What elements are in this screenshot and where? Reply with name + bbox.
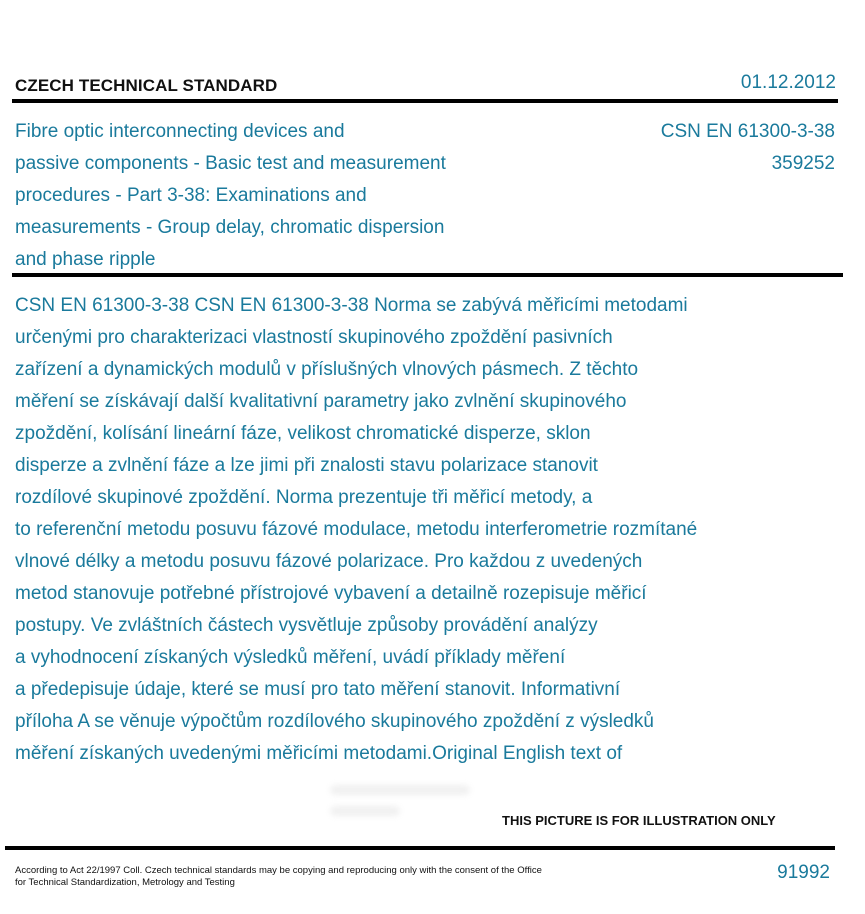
title-divider xyxy=(12,273,843,277)
title-line: procedures - Part 3-38: Examinations and xyxy=(15,185,367,206)
title-line: measurements - Group delay, chromatic dispersion xyxy=(15,217,445,238)
title-line: Fibre optic interconnecting devices and xyxy=(15,121,345,142)
document-type-heading: CZECH TECHNICAL STANDARD xyxy=(15,76,278,95)
abstract-line: určenými pro charakterizaci vlastností skupinového zpoždění pasivních xyxy=(15,327,613,348)
standard-number: CSN EN 61300-3-38 xyxy=(660,121,835,142)
abstract-line: disperze a zvlnění fáze a lze jimi při znalosti stavu polarizace stanovit xyxy=(15,455,598,476)
copyright-line: for Technical Standardization, Metrology and Testing xyxy=(15,877,235,888)
abstract-line: postupy. Ve zvláštních částech vysvětluje způsoby provádění analýzy xyxy=(15,615,598,636)
blurred-text xyxy=(330,785,470,795)
title-line: and phase ripple xyxy=(15,249,156,270)
abstract-line: zařízení a dynamických modulů v příslušných vlnových pásmech. Z těchto xyxy=(15,359,639,380)
classification-code: 359252 xyxy=(771,153,835,174)
abstract-line: to referenční metodu posuvu fázové modulace, metodu interferometrie rozmítané xyxy=(15,519,698,540)
abstract-line: a vyhodnocení získaných výsledků měření, uvádí příklady měření xyxy=(15,647,566,668)
copyright-note xyxy=(15,865,595,889)
standard-title xyxy=(15,116,535,276)
blurred-text xyxy=(330,806,400,816)
abstract-line: měření získaných uvedenými měřicími metodami.Original English text of xyxy=(15,743,623,764)
abstract-line: příloha A se věnuje výpočtům rozdílového skupinového zpoždění z výsledků xyxy=(15,711,654,732)
standard-identifiers xyxy=(661,116,835,180)
abstract-line: vlnové délky a metodu posuvu fázové polarizace. Pro každou z uvedených xyxy=(15,551,643,572)
abstract-text xyxy=(15,290,845,770)
title-line: passive components - Basic test and measurement xyxy=(15,153,446,174)
abstract-line: zpoždění, kolísání lineární fáze, velikost chromatické disperze, sklon xyxy=(15,423,591,444)
abstract-line: měření se získávají další kvalitativní parametry jako zvlnění skupinového xyxy=(15,391,627,412)
abstract-line: metod stanovuje potřebné přístrojové vybavení a detailně rozepisuje měřicí xyxy=(15,583,647,604)
footer-divider xyxy=(5,846,835,850)
abstract-line: rozdílové skupinové zpoždění. Norma prezentuje tři měřicí metody, a xyxy=(15,487,593,508)
abstract-line: CSN EN 61300-3-38 CSN EN 61300-3-38 Norma se zabývá měřicími metodami xyxy=(15,295,688,316)
illustration-disclaimer: THIS PICTURE IS FOR ILLUSTRATION ONLY xyxy=(502,813,776,828)
copyright-line: According to Act 22/1997 Coll. Czech technical standards may be copying and reproducing only with the consent of the Office xyxy=(15,865,542,876)
document-number: 91992 xyxy=(777,862,830,883)
abstract-line: a předepisuje údaje, které se musí pro tato měření stanovit. Informativní xyxy=(15,679,621,700)
header-divider xyxy=(12,99,838,103)
publication-date: 01.12.2012 xyxy=(740,72,836,93)
